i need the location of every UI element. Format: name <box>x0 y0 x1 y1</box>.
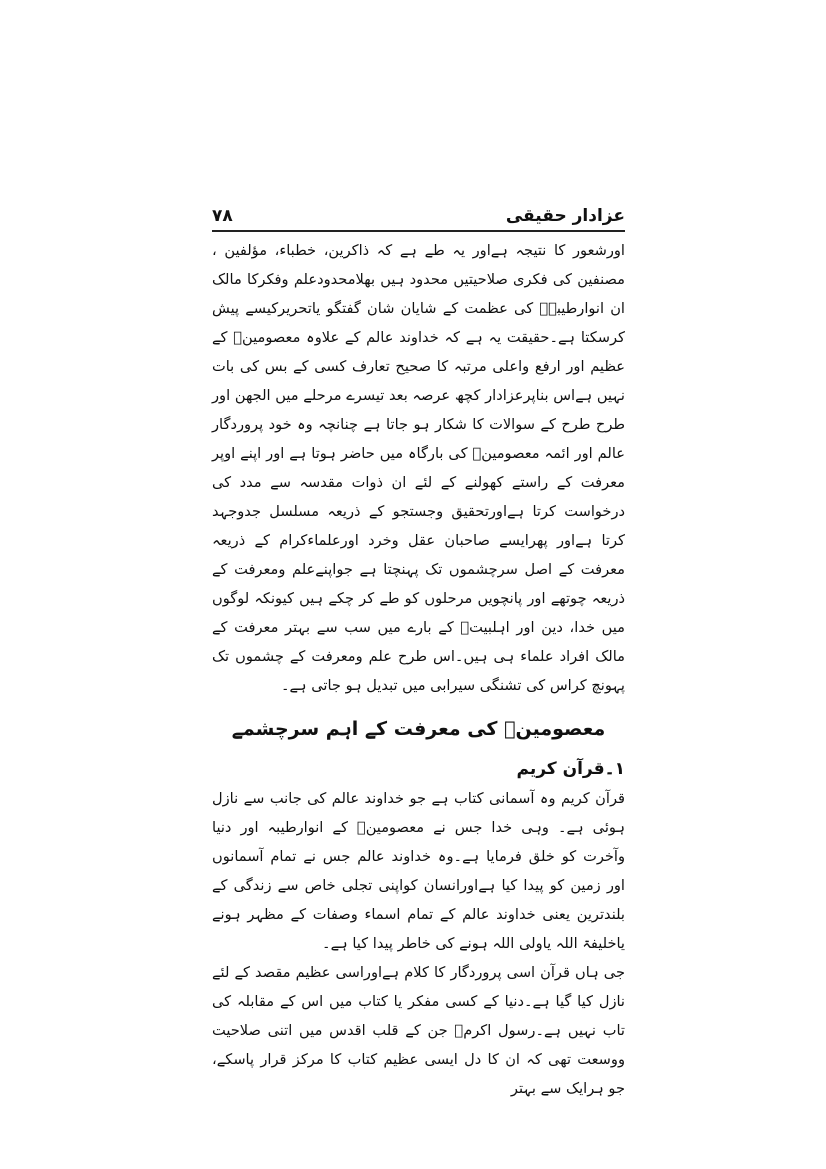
page-header <box>212 200 625 226</box>
subsection-heading: ۱۔قرآن کریم <box>516 759 625 779</box>
paragraph-quran-2: جی ہاں قرآن اسی پروردگار کا کلام ہےاوراسی عظیم مقصد کے لئے نازل کیا گیا ہے۔دنیا کے کسی مفکر یا کتاب میں اس کے مقابلہ کی تاب نہیں ہے۔رسول اکرمؐ جن کے قلب اقدس میں اتنی صلاحیت ووسعت تھی کہ ان کا دل ایسی عظیم کتاب کا مرکز قرار پاسکے، جو ہرایک سے بہتر <box>212 964 625 1097</box>
body-text <box>212 236 625 1103</box>
page-number: ۷۸ <box>212 206 233 226</box>
running-title: عزادار حقیقی <box>505 206 625 226</box>
paragraph-quran-1: قرآن کریم وہ آسمانی کتاب ہے جو خداوند عالم کی جانب سے نازل ہوئی ہے۔ وہی خدا جس نے معصومینؑ کے انوارطیبہ اور دنیا وآخرت کو خلق فرمایا ہے۔وہ خداوند عالم جس نے تمام آسمانوں اور زمین کو پیدا کیا ہےاورانسان کواپنی تجلی خاص سے زندگی کے بلندترین یعنی خداوند عالم کے تمام اسماء وصفات کے مظہر ہونے یاخلیفۃ اللہ یاولی اللہ ہونے کی خاطر پیدا کیا ہے۔ <box>212 790 625 952</box>
header-rule <box>212 230 625 232</box>
paragraph-intro: اورشعور کا نتیجہ ہےاور یہ طے ہے کہ ذاکرین، خطباء، مؤلفین ، مصنفین کی فکری صلاحیتیں محدود ہیں بھلامحدودعلم وفکرکا مالک ان انوارطیبہؑ کی عظمت کے شایان شان گفتگو یاتحریرکیسے پیش کرسکتا ہے۔حقیقت یہ ہے کہ خداوند عالم کے علاوہ معصومینؑ کے عظیم اور ارفع واعلی مرتبہ کا صحیح تعارف کسی کے بس کی بات نہیں ہےاس بناپرعزادار کچھ عرصہ بعد تیسرے مرحلے میں الجھن اور طرح طرح کے سوالات کا شکار ہو جاتا ہے چنانچہ وہ خود پروردگار عالم اور ائمہ معصومینؑ کی بارگاہ میں حاضر ہوتا ہے اور اپنے اوپر معرفت کے راستے کھولنے کے لئے ان ذوات مقدسہ سے مدد کی درخواست کرتا ہےاورتحقیق وجستجو کے ذریعہ مسلسل جدوجہد کرتا ہےاور پھرایسے صاحبان عقل وخرد اورعلماءکرام کے ذریعہ معرفت کے اصل سرچشموں تک پہنچتا ہے جواپنےعلم ومعرفت کے ذریعہ چوتھے اور پانچویں مرحلوں کو طے کر چکے ہیں کیونکہ لوگوں میں خدا، دین اور اہلبیتؑ کے بارے میں سب سے بہتر معرفت کے مالک افراد علماء ہی ہیں۔اس طرح علم ومعرفت کے چشموں تک پہونچ کراس کی تشنگی سیرابی میں تبدیل ہو جاتی ہے۔ <box>212 242 625 694</box>
section-heading: معصومینؑ کی معرفت کے اہم سرچشمے <box>231 718 606 740</box>
